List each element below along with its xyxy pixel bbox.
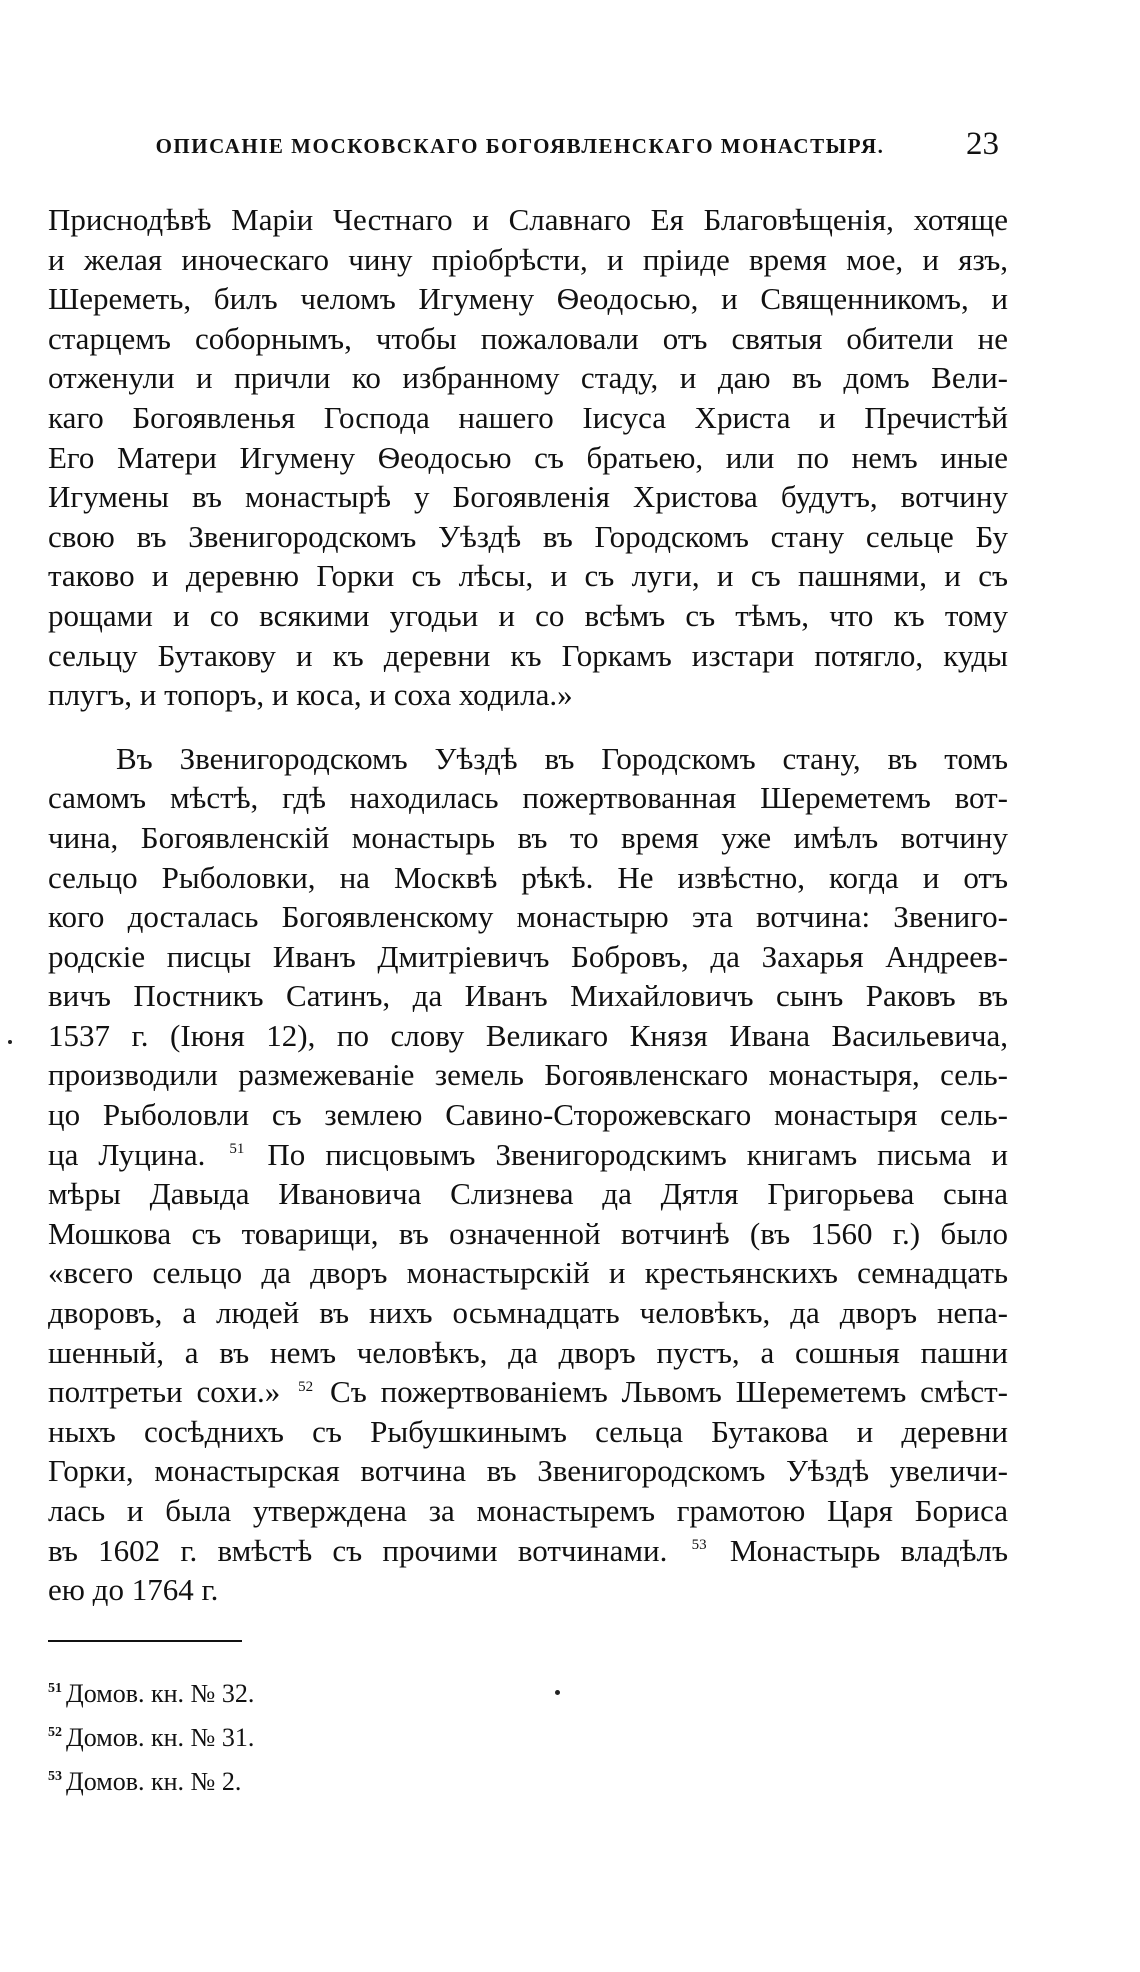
text-line: Приснодѣвѣ Маріи Честнаго и Славнаго Ея Благовѣщенія, хотяще: [48, 202, 1008, 237]
footnote-text: Домов. кн. № 2.: [66, 1767, 242, 1796]
text-line: родскіе писцы Иванъ Дмитріевичъ Бобровъ, да Захарья Андреев-: [48, 938, 1008, 974]
text-line: 1537 г. (Іюня 12), по слову Великаго Князя Ивана Васильевича,: [48, 1017, 1008, 1053]
body-text: [48, 200, 1008, 1610]
text-line: ныхъ сосѣднихъ съ Рыбушкинымъ сельца Бутакова и деревни: [48, 1413, 1008, 1449]
text-line: чина, Богоявленскій монастырь въ то время уже имѣлъ вотчину: [48, 819, 1008, 855]
text-line: рощами и со всякими угодьи и со всѣмъ съ тѣмъ, что къ тому: [48, 597, 1008, 633]
text-line: Шереметь, билъ челомъ Игумену Ѳеодосью, и Священникомъ, и: [48, 281, 1008, 317]
footnote-53: [48, 1760, 548, 1804]
text-line: самомъ мѣстѣ, гдѣ находилась пожертвованная Шереметемъ вот-: [48, 780, 1008, 816]
text-line-with-footnote-53: [48, 1531, 1008, 1571]
text-fragment: въ 1602 г. вмѣстѣ съ прочими вотчинами.: [48, 1532, 668, 1568]
text-fragment: По писцовымъ Звенигородскимъ книгамъ письма и: [267, 1136, 1008, 1172]
text-line: старцемъ соборнымъ, чтобы пожаловали отъ святыя обители не: [48, 320, 1008, 356]
text-line: сельцо Рыболовки, на Москвѣ рѣкѣ. Не извѣстно, когда и отъ: [48, 859, 1008, 895]
running-head-title: ОПИСАНІЕ МОСКОВСКАГО БОГОЯВЛЕНСКАГО МОНАСТЫРЯ.: [155, 134, 885, 158]
text-line: мѣры Давыда Ивановича Слизнева да Дятля Григорьева сына: [48, 1176, 1008, 1212]
text-line: ею до 1764 г.: [48, 1572, 219, 1608]
footnote-ref-51[interactable]: 51: [229, 1141, 245, 1158]
text-line: отженули и причли ко избранному стаду, и даю въ домъ Вели-: [48, 360, 1008, 396]
footnote-51: [48, 1672, 548, 1716]
text-line: дворовъ, а людей въ нихъ осьмнадцать человѣкъ, да дворъ непа-: [48, 1295, 1008, 1331]
footnote-mark: 51: [48, 1681, 62, 1697]
text-line: Въ Звенигородскомъ Уѣздѣ въ Городскомъ стану, въ томъ: [116, 740, 1008, 776]
page-number: 23: [966, 126, 999, 162]
footnote-mark: 53: [48, 1769, 62, 1785]
text-line: каго Богоявленья Господа нашего Іисуса Христа и Пречистѣй: [48, 399, 1008, 435]
text-line: Мошкова съ товарищи, въ означенной вотчинѣ (въ 1560 г.) было: [48, 1215, 1008, 1251]
footnote-mark: 52: [48, 1725, 62, 1741]
text-fragment: Съ пожертвованіемъ Львомъ Шереметемъ смѣст-: [330, 1374, 1008, 1410]
text-line-with-footnote-52: [48, 1372, 1008, 1412]
text-line: «всего сельцо да дворъ монастырскій и крестьянскихъ семнадцать: [48, 1255, 1008, 1291]
paragraph-2: [48, 739, 1008, 1610]
paragraph-gap: [48, 715, 1008, 739]
text-line: Горки, монастырская вотчина въ Звенигородскомъ Уѣздѣ увеличи-: [48, 1453, 1008, 1489]
print-speck: [8, 1040, 12, 1044]
text-line: цо Рыболовли съ землею Савино-Сторожевскаго монастыря сель-: [48, 1097, 1008, 1133]
text-line: Его Матери Игумену Ѳеодосью съ братьею, или по немъ иные: [48, 439, 1008, 475]
text-line: плугъ, и топоръ, и коса, и соха ходила.»: [48, 677, 573, 713]
text-line: таково и деревню Горки съ лѣсы, и съ луги, и съ пашнями, и съ: [48, 558, 1008, 594]
text-line: кого досталась Богоявленскому монастырю эта вотчина: Звениго-: [48, 899, 1008, 935]
text-line: Игумены въ монастырѣ у Богоявленія Христова будутъ, вотчину: [48, 479, 1008, 515]
text-line: и желая иноческаго чину пріобрѣсти, и пріиде время мое, и язъ,: [48, 241, 1008, 277]
footnotes: [48, 1672, 548, 1804]
print-speck: [555, 1690, 560, 1695]
text-line: свою въ Звенигородскомъ Уѣздѣ въ Городскомъ стану сельце Бу: [48, 518, 1008, 554]
text-line: производили размежеваніе земель Богоявленскаго монастыря, сель-: [48, 1057, 1008, 1093]
paragraph-1: [48, 200, 1008, 715]
footnote-text: Домов. кн. № 31.: [66, 1723, 255, 1752]
text-line: лась и была утверждена за монастыремъ грамотою Царя Бориса: [48, 1493, 1008, 1528]
text-fragment: ца Луцина.: [48, 1136, 206, 1172]
footnote-ref-52[interactable]: 52: [298, 1378, 314, 1395]
text-line: шенный, а въ немъ человѣкъ, да дворъ пустъ, а сошныя пашни: [48, 1334, 1008, 1370]
footnote-text: Домов. кн. № 32.: [66, 1679, 255, 1708]
text-line-with-footnote-51: [48, 1135, 1008, 1175]
footnote-divider: [48, 1640, 242, 1642]
text-fragment: полтретьи сохи.»: [48, 1374, 281, 1410]
footnote-ref-53[interactable]: 53: [691, 1537, 707, 1554]
text-line: вичъ Постникъ Сатинъ, да Иванъ Михайловичъ сынъ Раковъ въ: [48, 978, 1008, 1014]
footnote-52: [48, 1716, 548, 1760]
text-fragment: Монастырь владѣлъ: [729, 1532, 1008, 1568]
text-line: сельцу Бутакову и къ деревни къ Горкамъ изстари потягло, куды: [48, 637, 1008, 673]
